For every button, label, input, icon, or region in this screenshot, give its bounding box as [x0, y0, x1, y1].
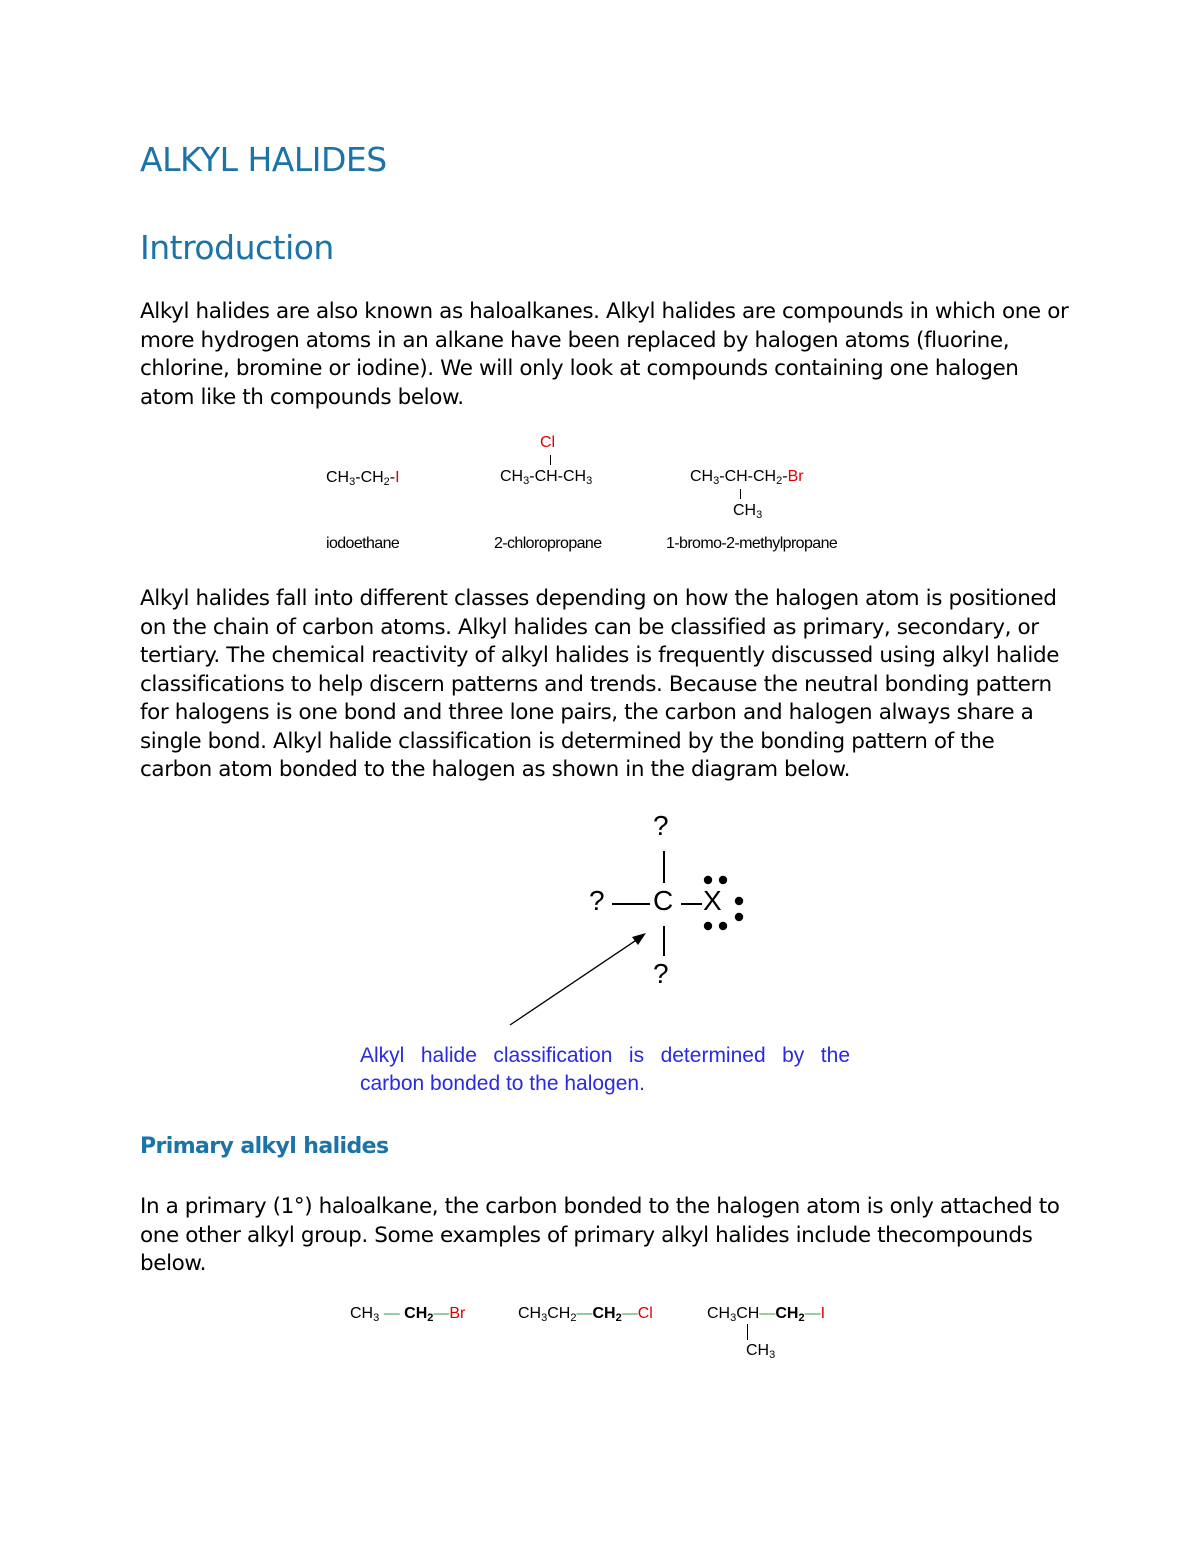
- iodoethane-label: iodoethane: [326, 535, 400, 552]
- intro-paragraph: Alkyl halides are also known as haloalkanes. Alkyl halides are compounds in which one or more hydrogen atoms in an alkane have been replaced by halogen atoms (fluorine, chlorine, bromine or iodine). We will only look at compounds containing one halogen atom like th compounds below.: [140, 299, 1069, 410]
- iodoethane-formula: $CH_3-CH_2-I$: [326, 469, 400, 488]
- lone-pair-dots: [704, 876, 743, 930]
- methyl-branch: $CH_3$: [733, 502, 763, 521]
- central-carbon: C: [653, 885, 674, 916]
- classes-paragraph: Alkyl halides fall into different classes depending on how the halogen atom is positioned on the chain of carbon atoms. Alkyl halides can be classified as primary, secondary, or tertiary. The chemical reactivity of alkyl halides is frequently discussed using alkyl halide classifications to help discern patterns and trends. Because the neutral bonding pattern for halogens is one bond and three lone pairs, the carbon and halogen always share a single bond. Alkyl halide classification is determined by the bonding pattern of the carbon atom bonded to the halogen as shown in the diagram below.: [140, 586, 1060, 782]
- chloropropane-formula: $CH_3-CH-CH_3$: [500, 468, 593, 487]
- bromomethylpropane-label: 1-bromo-2-methylpropane: [666, 535, 838, 552]
- chloro-substituent: Cl: [540, 434, 556, 451]
- primary-paragraph: In a primary (1°) haloalkane, the carbon bonded to the halogen atom is only attached to one other alkyl group. Some examples of primary alkyl halides include thecompounds below.: [140, 1194, 1060, 1276]
- page-title: ALKYL HALIDES: [140, 140, 387, 179]
- primary-example-iodomethylpropane: $CH_3CH—CH_2—I$: [707, 1305, 826, 1324]
- bromomethylpropane-formula: $CH_3-CH-CH_2-Br$: [690, 468, 804, 487]
- primary-example-chloropropane: $CH_3CH_2—CH_2—Cl$: [518, 1305, 653, 1324]
- primary-methyl-branch: $CH_3$: [746, 1342, 776, 1361]
- section-heading-introduction: Introduction: [140, 228, 334, 267]
- primary-methyl-bond: [747, 1324, 748, 1340]
- chloropropane-label: 2-chloropropane: [494, 535, 602, 552]
- halogen-atom: X: [703, 885, 722, 916]
- primary-example-bromoethane: $CH_3$ — $CH_2—Br$: [350, 1305, 466, 1324]
- bottom-substituent: ?: [653, 958, 669, 989]
- left-substituent: ?: [589, 885, 605, 916]
- top-substituent: ?: [653, 810, 669, 841]
- diagram-caption: Alkyl halide classification is determined by the carbon bonded to the halogen.: [360, 1044, 850, 1095]
- pointer-arrow-head: [632, 933, 646, 945]
- section-heading-primary: Primary alkyl halides: [140, 1134, 389, 1159]
- pointer-arrow-line: [510, 939, 638, 1025]
